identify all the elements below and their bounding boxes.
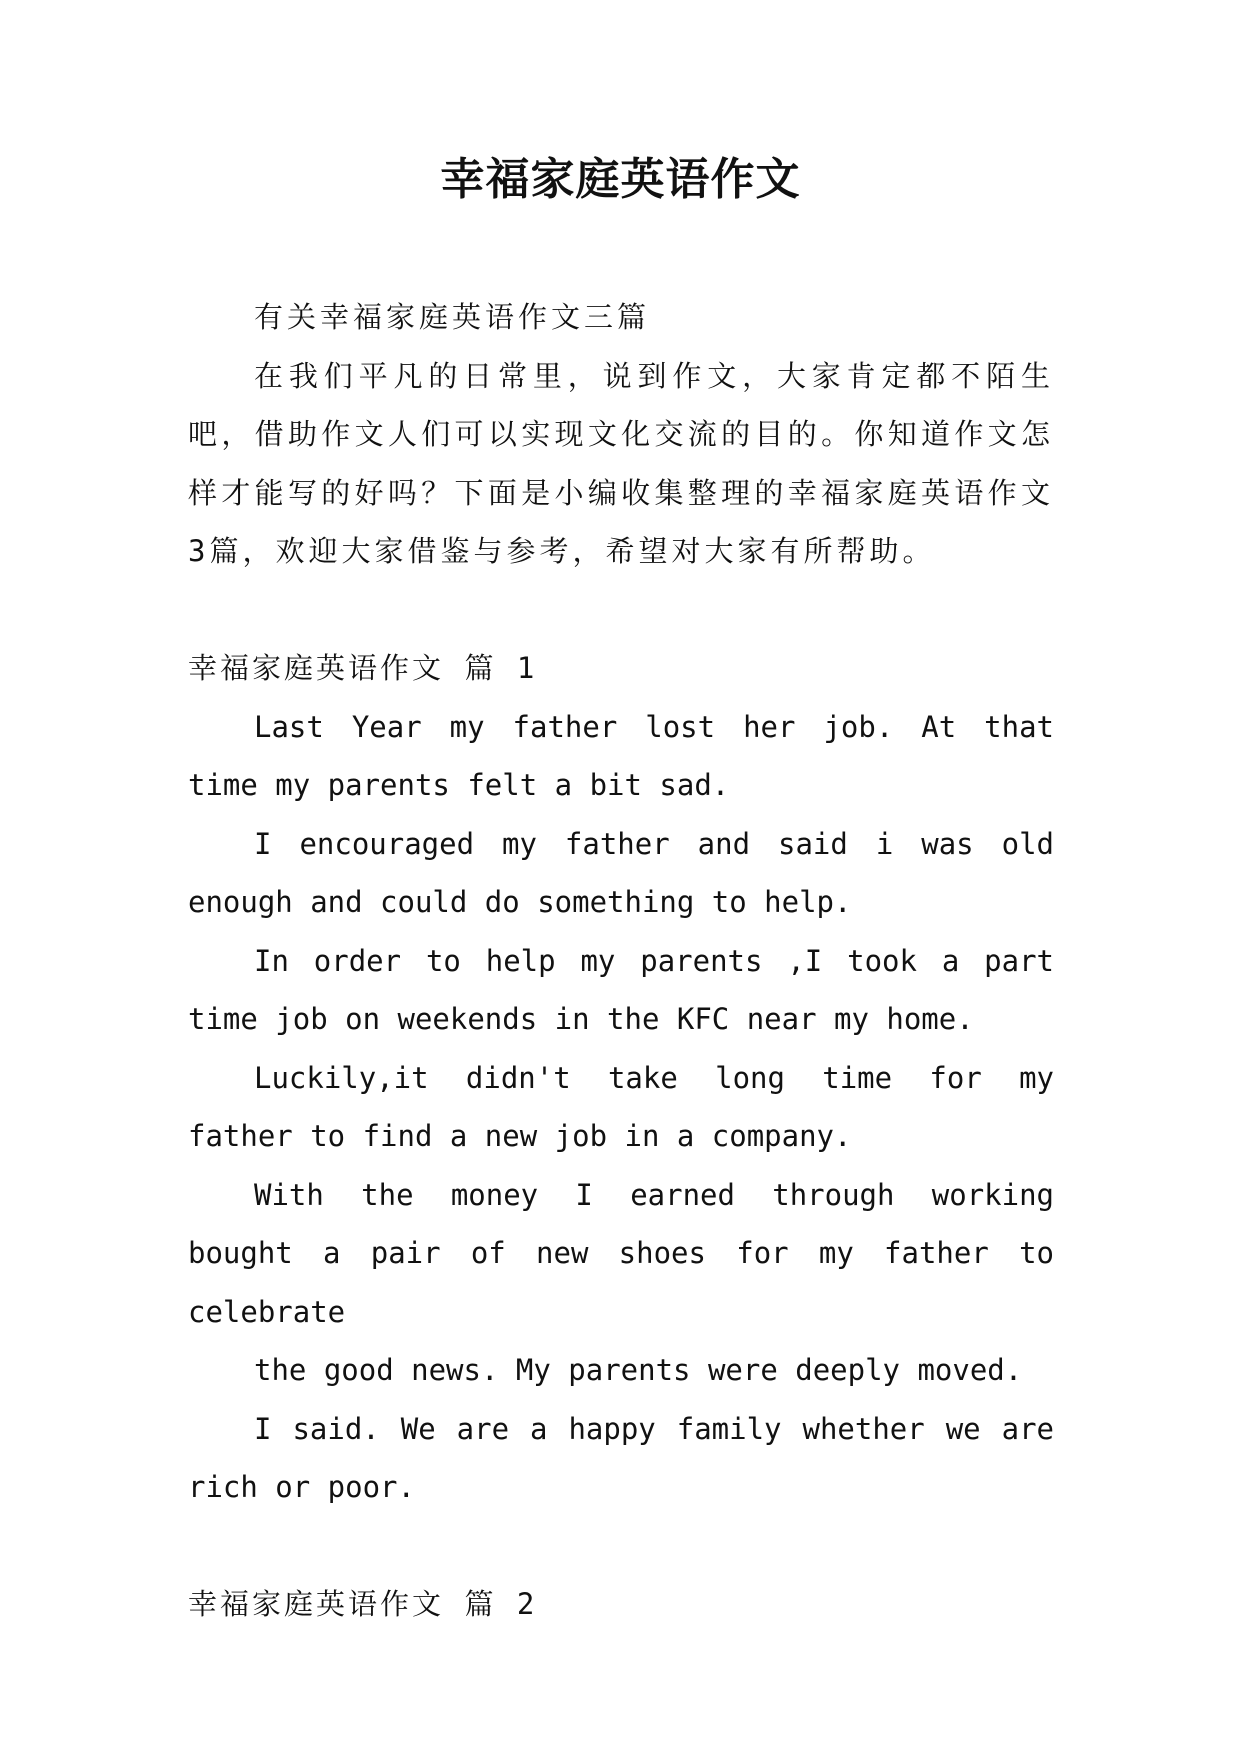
paragraph: With the money I earned through working bought a pair of new shoes for my father to celebrate (188, 1177, 1054, 1329)
paragraph: Last Year my father lost her job. At that time my parents felt a bit sad. (188, 709, 1054, 802)
paragraph: I encouraged my father and said i was old enough and could do something to help. (188, 826, 1054, 919)
section-heading-1: 幸福家庭英语作文 篇 1 (188, 651, 538, 685)
page-title: 幸福家庭英语作文 (440, 154, 801, 205)
document-body (188, 288, 1054, 1634)
paragraph: Luckily,it didn't take long time for my father to find a new job in a company. (188, 1060, 1054, 1153)
section-gap (188, 581, 1054, 640)
paragraph: In order to help my parents ,I took a part time job on weekends in the KFC near my home. (188, 943, 1054, 1036)
paragraph: I said. We are a happy family whether we are rich or poor. (188, 1411, 1054, 1504)
section-heading-2: 幸福家庭英语作文 篇 2 (188, 1587, 538, 1621)
paragraph: the good news. My parents were deeply moved. (254, 1353, 1023, 1387)
subtitle: 有关幸福家庭英语作文三篇 (254, 300, 651, 334)
section-gap (188, 1517, 1054, 1576)
intro-paragraph: 在我们平凡的日常里，说到作文，大家肯定都不陌生吧，借助作文人们可以实现文化交流的目的。你知道作文怎样才能写的好吗？下面是小编收集整理的幸福家庭英语作文3篇，欢迎大家借鉴与参考，希望对大家有所帮助。 (188, 358, 1054, 568)
